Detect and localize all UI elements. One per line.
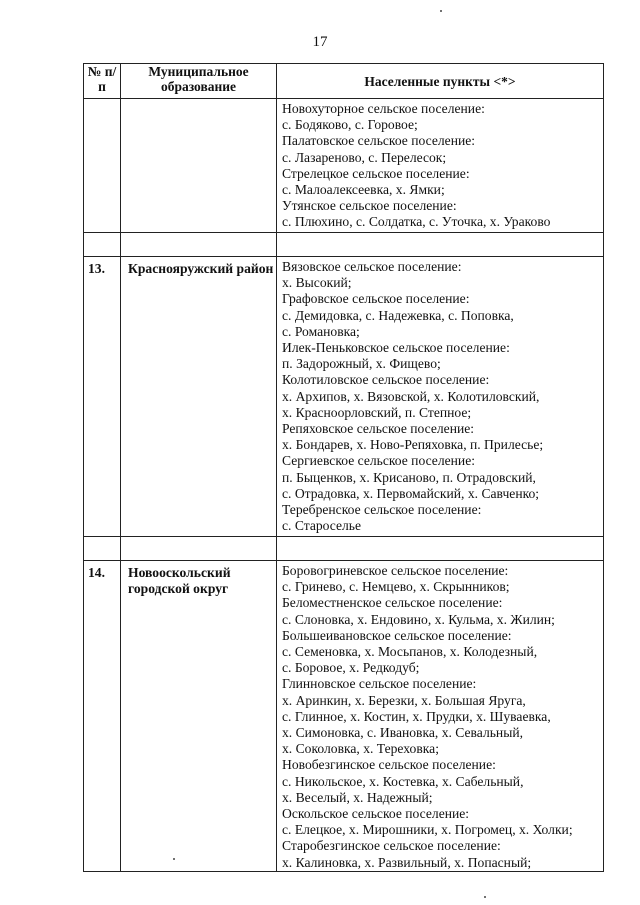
settlement-line: с. Никольское, х. Костевка, х. Сабельный, bbox=[282, 773, 524, 789]
settlement-line: с. Малоалексеевка, х. Ямки; bbox=[282, 182, 445, 198]
settlement-line: Репяховское сельское поселение: bbox=[282, 421, 475, 437]
settlement-line: Утянское сельское поселение: bbox=[282, 198, 457, 214]
settlements-cell bbox=[277, 99, 604, 233]
table-row bbox=[84, 99, 604, 233]
settlement-line: Старобезгинское сельское поселение: bbox=[282, 838, 501, 854]
settlement-line: Сергиевское сельское поселение: bbox=[282, 453, 476, 469]
settlement-line: х. Соколовка, х. Тереховка; bbox=[282, 741, 439, 757]
settlement-line: с. Плюхино, с. Солдатка, с. Уточка, х. Ураково bbox=[282, 214, 551, 230]
settlement-line: с. Лазареново, с. Перелесок; bbox=[282, 149, 447, 165]
settlement-line: Новобезгинское сельское поселение: bbox=[282, 757, 496, 773]
row-number bbox=[84, 99, 121, 233]
settlement-line: Боровогриневское сельское поселение: bbox=[282, 563, 509, 578]
settlement-line: с. Бодяково, с. Горовое; bbox=[282, 117, 418, 133]
table-row bbox=[84, 561, 604, 872]
settlement-line: х. Аринкин, х. Березки, х. Большая Яруга, bbox=[282, 692, 526, 708]
municipality-name: Новооскольский городской округ bbox=[121, 561, 277, 872]
settlements-cell bbox=[277, 561, 604, 872]
settlement-line: п. Быценков, х. Крисаново, п. Отрадовский, bbox=[282, 469, 536, 485]
settlements-table bbox=[83, 63, 604, 872]
scan-speck bbox=[484, 896, 486, 898]
settlement-line: Беломестненское сельское поселение: bbox=[282, 595, 503, 611]
settlement-line: с. Елецкое, х. Мирошники, х. Погромец, х. Холки; bbox=[282, 822, 573, 838]
settlement-line: с. Боровое, х. Редкодуб; bbox=[282, 660, 420, 676]
settlement-line: Новохуторное сельское поселение: bbox=[282, 101, 485, 116]
settlement-line: х. Веселый, х. Надежный; bbox=[282, 789, 433, 805]
settlement-line: х. Калиновка, х. Развильный, х. Попасный; bbox=[282, 854, 532, 870]
settlements-cell bbox=[277, 257, 604, 537]
settlement-line: с. Гринево, с. Немцево, х. Скрынников; bbox=[282, 579, 510, 595]
settlement-line: Оскольское сельское поселение: bbox=[282, 806, 470, 822]
settlement-line: Графовское сельское поселение: bbox=[282, 291, 470, 307]
row-number: 13. bbox=[84, 257, 121, 537]
settlement-line: х. Высокий; bbox=[282, 275, 352, 291]
settlement-line: х. Архипов, х. Вязовской, х. Колотиловский, bbox=[282, 388, 540, 404]
page-number: 17 bbox=[312, 34, 328, 50]
municipality-name bbox=[121, 99, 277, 233]
settlement-line: Колотиловское сельское поселение: bbox=[282, 372, 490, 388]
header-municipality: Муниципальное образование bbox=[121, 64, 277, 99]
settlement-line: Палатовское сельское поселение: bbox=[282, 133, 476, 149]
header-settlements: Населенные пункты <*> bbox=[277, 64, 604, 99]
settlement-line: п. Задорожный, х. Фищево; bbox=[282, 356, 441, 372]
settlement-line: Теребренское сельское поселение: bbox=[282, 502, 482, 518]
settlement-line: с. Староселье bbox=[282, 518, 362, 534]
settlement-line: с. Отрадовка, х. Первомайский, х. Савченко; bbox=[282, 485, 540, 501]
municipality-name: Краснояружский район bbox=[121, 257, 277, 537]
settlement-line: Вязовское сельское поселение: bbox=[282, 259, 462, 274]
row-number: 14. bbox=[84, 561, 121, 872]
table-row bbox=[84, 257, 604, 537]
settlement-line: с. Семеновка, х. Мосьпанов, х. Колодезный, bbox=[282, 644, 538, 660]
settlement-line: х. Бондарев, х. Ново-Репяховка, п. Прилесье; bbox=[282, 437, 544, 453]
settlement-line: Большеивановское сельское поселение: bbox=[282, 627, 512, 643]
settlement-line: с. Романовка; bbox=[282, 323, 360, 339]
settlement-line: с. Демидовка, с. Надежевка, с. Поповка, bbox=[282, 307, 514, 323]
table-spacer-row bbox=[84, 233, 604, 257]
scan-speck bbox=[440, 10, 442, 12]
settlement-line: х. Красноорловский, п. Степное; bbox=[282, 404, 472, 420]
settlement-line: с. Глинное, х. Костин, х. Прудки, х. Шуваевка, bbox=[282, 708, 551, 724]
table-header-row bbox=[84, 64, 604, 99]
settlement-line: Илек-Пеньковское сельское поселение: bbox=[282, 340, 510, 356]
header-num: № п/п bbox=[84, 64, 121, 99]
scan-speck bbox=[173, 858, 175, 860]
settlement-line: Стрелецкое сельское поселение: bbox=[282, 165, 470, 181]
settlement-line: с. Слоновка, х. Ендовино, х. Кульма, х. Жилин; bbox=[282, 611, 555, 627]
table-spacer-row bbox=[84, 537, 604, 561]
settlement-line: Глинновское сельское поселение: bbox=[282, 676, 477, 692]
settlement-line: х. Симоновка, с. Ивановка, х. Севальный, bbox=[282, 725, 524, 741]
